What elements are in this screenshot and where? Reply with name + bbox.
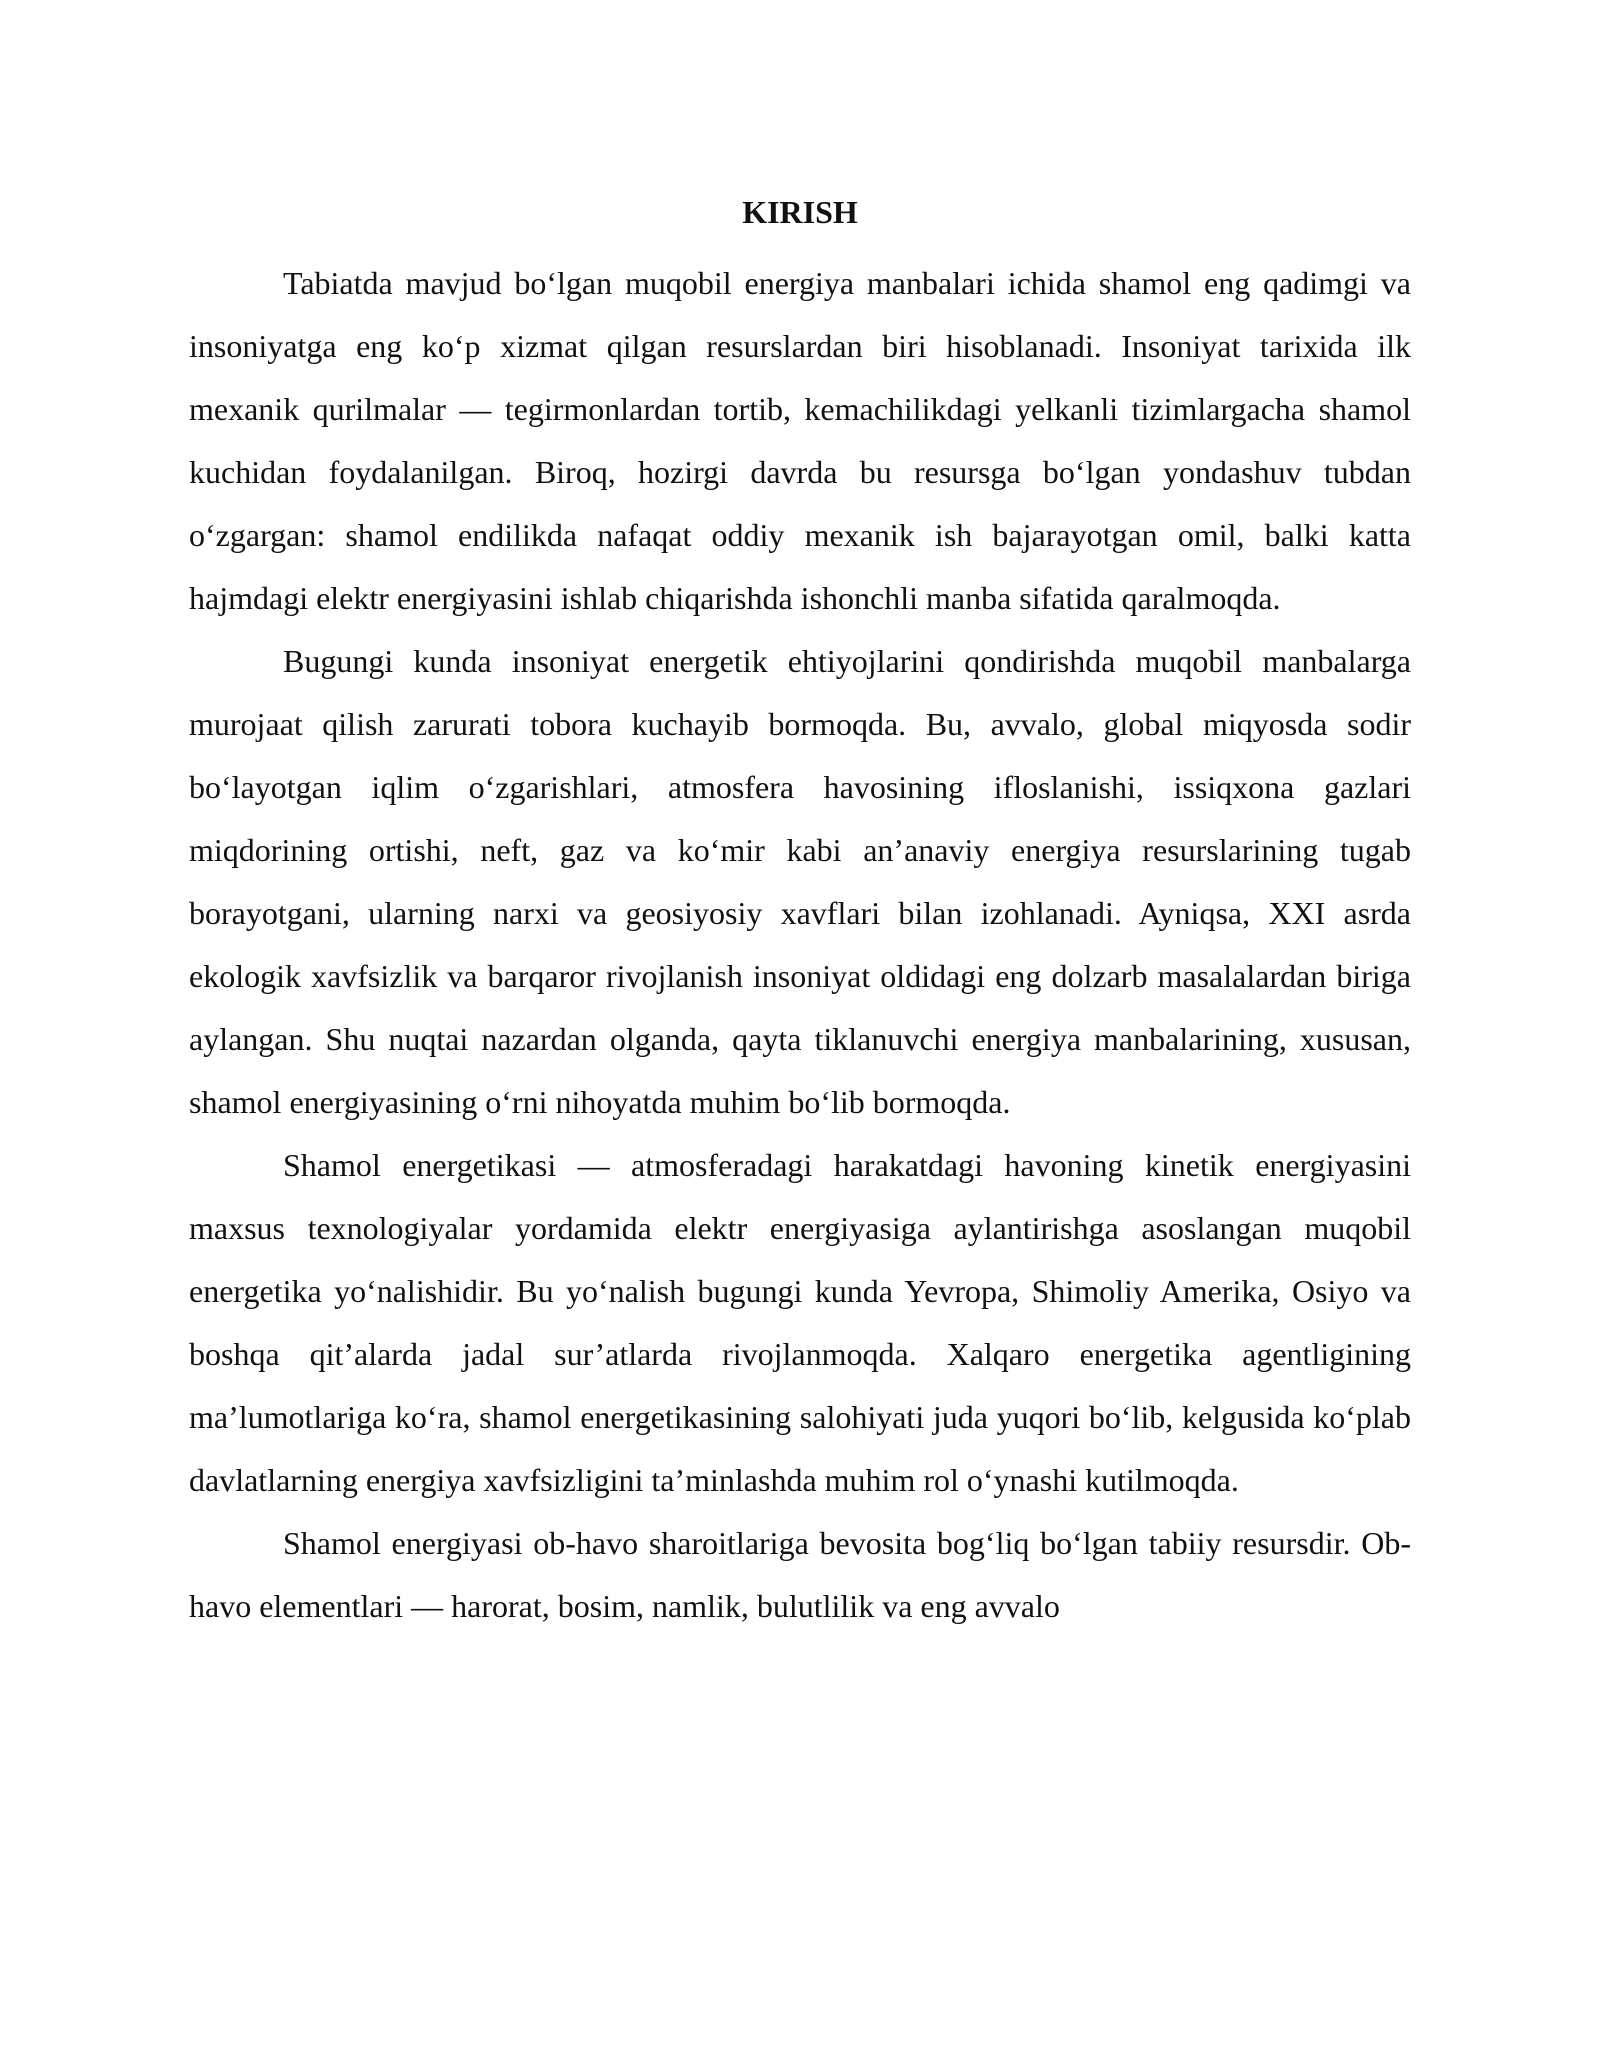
paragraph-4: Shamol energiyasi ob-havo sharoitlariga bevosita bog‘liq bo‘lgan tabiiy resursdir. Ob-havo elementlari — harorat, bosim, namlik, bulutlilik va eng avvalo xyxy=(189,1525,1411,1624)
paragraph-1: Tabiatda mavjud bo‘lgan muqobil energiya manbalari ichida shamol eng qadimgi va insoniyatga eng ko‘p xizmat qilgan resurslardan biri hisoblanadi. Insoniyat tarixida ilk mexanik qurilmalar — tegirmonlardan tortib, kemachilikdagi yelkanli tizimlargacha shamol kuchidan foydalanilgan. Biroq, hozirgi davrda bu resursga bo‘lgan yondashuv tubdan o‘zgargan: shamol endilikda nafaqat oddiy mexanik ish bajarayotgan omil, balki katta hajmdagi elektr energiyasini ishlab chiqarishda ishonchli manba sifatida qaralmoqda. xyxy=(189,265,1411,616)
paragraph-2: Bugungi kunda insoniyat energetik ehtiyojlarini qondirishda muqobil manbalarga murojaat qilish zarurati tobora kuchayib bormoqda. Bu, avvalo, global miqyosda sodir bo‘layotgan iqlim o‘zgarishlari, atmosfera havosining ifloslanishi, issiqxona gazlari miqdorining ortishi, neft, gaz va ko‘mir kabi an’anaviy energiya resurslarining tugab borayotgani, ularning narxi va geosiyosiy xavflari bilan izohlanadi. Ayniqsa, XXI asrda ekologik xavfsizlik va barqaror rivojlanish insoniyat oldidagi eng dolzarb masalalardan biriga aylangan. Shu nuqtai nazardan olganda, qayta tiklanuvchi energiya manbalarining, xususan, shamol energiyasining o‘rni nihoyatda muhim bo‘lib bormoqda. xyxy=(189,643,1411,1120)
paragraph-3: Shamol energetikasi — atmosferadagi harakatdagi havoning kinetik energiyasini maxsus texnologiyalar yordamida elektr energiyasiga aylantirishga asoslangan muqobil energetika yo‘nalishidir. Bu yo‘nalish bugungi kunda Yevropa, Shimoliy Amerika, Osiyo va boshqa qit’alarda jadal sur’atlarda rivojlanmoqda. Xalqaro energetika agentligining ma’lumotlariga ko‘ra, shamol energetikasining salohiyati juda yuqori bo‘lib, kelgusida ko‘plab davlatlarning energiya xavfsizligini ta’minlashda muhim rol o‘ynashi kutilmoqda. xyxy=(189,1147,1411,1498)
document-page xyxy=(189,188,1411,1638)
section-title: KIRISH xyxy=(742,194,858,230)
